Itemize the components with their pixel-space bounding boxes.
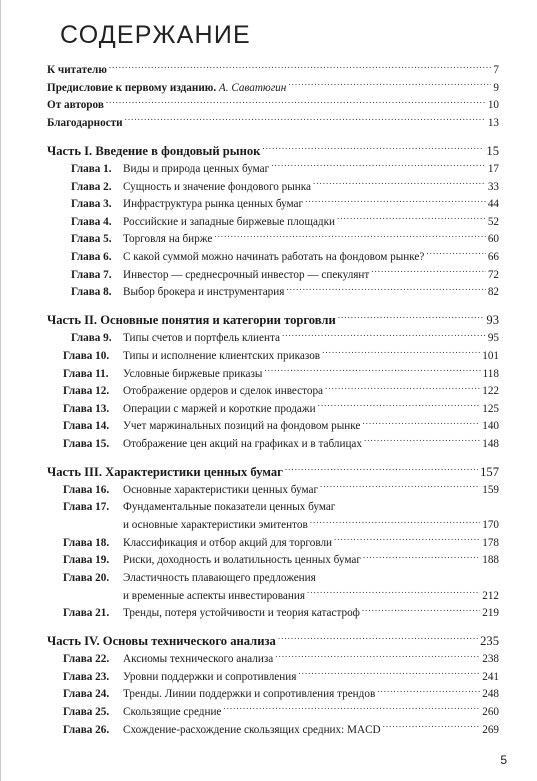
page-ref: 7	[493, 64, 499, 77]
chapter-label: Глава 21.	[63, 607, 110, 620]
page-ref: 13	[487, 116, 499, 129]
front-entry-text: Предисловие к первому изданию.	[47, 81, 217, 94]
chapter-entry[interactable]	[47, 330, 499, 348]
dot-leader	[310, 517, 480, 528]
chapter-label: Глава 23.	[63, 670, 110, 683]
page-ref: 33	[487, 180, 499, 193]
chapter-label: Глава 25.	[63, 706, 110, 718]
chapter-title: Выбор брокера и инструментария	[123, 286, 285, 299]
front-entry-text: Благодарности	[47, 116, 123, 129]
chapter-title: Инвестор — среднесрочный инвестор — спекулянт	[123, 268, 370, 281]
part-title: Часть IV. Основы технического анализа	[47, 634, 276, 649]
chapter-entry-continued[interactable]	[47, 587, 499, 605]
chapter-title: Эластичность плавающего предложения	[123, 571, 316, 584]
dot-leader	[320, 482, 480, 493]
dot-leader	[383, 721, 481, 732]
chapter-label: Глава 15.	[63, 437, 110, 450]
page-ref: 118	[482, 367, 499, 380]
dot-leader	[362, 605, 480, 616]
front-entry-title	[47, 97, 104, 115]
front-matter-entry[interactable]	[47, 62, 499, 80]
part-heading[interactable]	[47, 310, 499, 330]
dot-leader	[264, 365, 480, 376]
page-ref: 178	[482, 536, 499, 549]
dot-leader	[325, 383, 480, 394]
chapter-label: Глава 16.	[63, 483, 110, 496]
front-entry-title	[47, 115, 123, 133]
front-matter-entry[interactable]	[47, 97, 499, 115]
chapter-label: Глава 3.	[71, 198, 112, 211]
page-ref: 95	[487, 332, 499, 345]
front-entry-title	[47, 62, 107, 80]
chapter-label: Глава 19.	[63, 554, 110, 567]
dot-leader	[262, 142, 484, 155]
page-ref: 44	[487, 198, 499, 211]
dot-leader	[426, 249, 486, 260]
front-entry-title	[47, 80, 286, 98]
chapter-label: Глава 9.	[71, 332, 112, 345]
chapter-title: Риски, доходность и волатильность ценных бумаг	[123, 554, 361, 567]
chapter-entry[interactable]	[47, 552, 499, 570]
dot-leader	[288, 80, 491, 91]
front-entry-text: От авторов	[47, 99, 104, 112]
page-number: 5	[500, 753, 507, 767]
chapter-entry[interactable]	[47, 401, 499, 419]
chapter-entry[interactable]	[47, 214, 499, 232]
chapter-title: Аксиомы технического анализа	[123, 653, 274, 666]
page-ref: 140	[482, 420, 499, 433]
chapter-title-continued: и основные характеристики эмитентов	[123, 519, 308, 532]
chapter-title: Инфраструктура рынка ценных бумаг	[123, 198, 304, 211]
chapter-entry[interactable]	[47, 499, 499, 517]
dot-leader	[109, 62, 492, 73]
chapter-title: Скользящие средние	[123, 706, 222, 718]
dot-leader	[337, 214, 486, 225]
dot-leader	[362, 418, 480, 429]
chapter-title: Условные биржевые приказы	[123, 367, 263, 380]
dot-leader	[334, 535, 480, 546]
chapter-title: Отображение ордеров и сделок инвестора	[123, 385, 324, 398]
dot-leader	[363, 552, 480, 563]
page-ref: 260	[482, 706, 499, 718]
chapter-title: С какой суммой можно начинать работать на фондовом рынке?	[123, 251, 425, 264]
chapter-entry[interactable]	[47, 721, 499, 739]
chapter-label: Глава 20.	[63, 571, 110, 584]
chapter-entry[interactable]	[47, 535, 499, 553]
page-ref: 122	[482, 385, 499, 398]
part-title: Часть II. Основные понятия и категории торговли	[47, 313, 336, 328]
chapter-entry[interactable]	[47, 570, 499, 588]
chapter-label: Глава 5.	[71, 233, 112, 246]
part-heading[interactable]	[47, 631, 499, 651]
page-ref: 93	[486, 313, 499, 328]
page-ref: 82	[487, 286, 499, 299]
dot-leader	[318, 401, 481, 412]
chapter-entry[interactable]	[47, 704, 499, 722]
front-matter-entry[interactable]	[47, 115, 499, 133]
page-ref: 15	[486, 143, 499, 158]
chapter-entry[interactable]	[47, 436, 499, 454]
chapter-label: Глава 1.	[71, 163, 112, 176]
dot-leader	[371, 266, 486, 277]
page-edge-line	[0, 0, 1, 781]
table-of-contents	[47, 62, 499, 739]
chapter-title: Торговля на бирже	[123, 233, 213, 246]
chapter-label: Глава 4.	[71, 215, 112, 228]
chapter-label: Глава 10.	[63, 349, 110, 362]
page-title: СОДЕРЖАНИЕ	[60, 20, 251, 49]
page-ref: 238	[482, 653, 499, 666]
dot-leader	[377, 686, 480, 697]
chapter-entry[interactable]	[47, 196, 499, 214]
chapter-title: Операции с маржей и короткие продажи	[123, 402, 316, 415]
chapter-entry[interactable]	[47, 266, 499, 284]
dot-leader	[282, 330, 486, 341]
page-ref: 219	[482, 607, 499, 620]
dot-leader	[125, 115, 486, 126]
chapter-entry[interactable]	[47, 669, 499, 687]
chapter-label: Глава 8.	[71, 286, 112, 299]
page-ref: 101	[482, 349, 499, 362]
chapter-label: Глава 22.	[63, 653, 110, 666]
dot-leader	[286, 284, 485, 295]
chapter-title: Типы и исполнение клиентских приказов	[123, 349, 321, 362]
chapter-entry[interactable]	[47, 651, 499, 669]
chapter-entry[interactable]	[47, 482, 499, 500]
page-ref: 170	[482, 519, 499, 532]
chapter-label: Глава 17.	[63, 501, 110, 514]
part-title: Часть III. Характеристики ценных бумаг	[47, 464, 283, 479]
page-ref: 188	[482, 554, 499, 567]
chapter-title: Тренды, потеря устойчивости и теория катастроф	[123, 607, 360, 620]
chapter-title-continued: и временные аспекты инвестирования	[123, 589, 305, 602]
chapter-entry[interactable]	[47, 161, 499, 179]
page-ref: 269	[482, 723, 499, 736]
chapter-entry-continued[interactable]	[47, 517, 499, 535]
dot-leader	[285, 463, 478, 476]
dot-leader	[364, 436, 480, 447]
dot-leader	[305, 196, 486, 207]
dot-leader	[275, 651, 480, 662]
chapter-label: Глава 7.	[71, 268, 112, 281]
chapter-title: Фундаментальные показатели ценных бумаг	[123, 501, 336, 514]
chapter-entry[interactable]	[47, 231, 499, 249]
page-ref: 212	[482, 589, 499, 602]
dot-leader	[223, 704, 480, 715]
page-ref: 72	[487, 268, 499, 281]
page-ref: 66	[487, 251, 499, 264]
dot-leader	[271, 161, 486, 172]
dot-leader	[106, 97, 486, 108]
chapter-label: Глава 11.	[63, 367, 109, 380]
dot-leader	[338, 312, 485, 325]
chapter-title: Отображение цен акций на графиках и в таблицах	[123, 437, 362, 450]
page-ref: 148	[482, 437, 499, 450]
chapter-label: Глава 24.	[63, 688, 110, 701]
chapter-title: Схождение-расхождение скользящих средних: MACD	[123, 723, 381, 736]
dot-leader	[214, 231, 485, 242]
page-ref: 52	[487, 215, 499, 228]
front-entry-text: К читателю	[47, 64, 107, 77]
page-ref: 157	[480, 464, 499, 479]
chapter-title: Уровни поддержки и сопротивления	[123, 670, 297, 683]
chapter-entry[interactable]	[47, 383, 499, 401]
chapter-label: Глава 12.	[63, 385, 110, 398]
chapter-entry[interactable]	[47, 605, 499, 623]
chapter-title: Классификация и отбор акций для торговли	[123, 536, 333, 549]
chapter-entry[interactable]	[47, 178, 499, 196]
chapter-title: Основные характеристики ценных бумаг	[123, 483, 319, 496]
chapter-title: Типы счетов и портфель клиента	[123, 332, 280, 345]
chapter-label: Глава 2.	[71, 180, 112, 193]
page-ref: 9	[493, 81, 499, 94]
chapter-title: Учет маржинальных позиций на фондовом рынке	[123, 420, 361, 433]
page-ref: 125	[482, 402, 499, 415]
chapter-title: Сущность и значение фондового рынка	[123, 180, 311, 193]
dot-leader	[322, 348, 480, 359]
chapter-entry[interactable]	[47, 686, 499, 704]
front-matter-entry[interactable]	[47, 80, 499, 98]
chapter-label: Глава 18.	[63, 536, 110, 549]
chapter-entry[interactable]	[47, 418, 499, 436]
page-ref: 235	[480, 634, 499, 649]
chapter-label: Глава 13.	[63, 402, 110, 415]
chapter-entry[interactable]	[47, 348, 499, 366]
dot-leader	[298, 669, 480, 680]
author-name: А. Саватюгин	[218, 81, 287, 94]
chapter-entry[interactable]	[47, 249, 499, 267]
page-ref: 159	[482, 483, 499, 496]
part-heading[interactable]	[47, 462, 499, 482]
chapter-entry[interactable]	[47, 365, 499, 383]
chapter-label: Глава 14.	[63, 420, 110, 433]
dot-leader	[278, 632, 478, 645]
chapter-title: Российские и западные биржевые площадки	[123, 215, 336, 228]
part-title: Часть I. Введение в фондовый рынок	[47, 143, 261, 158]
dot-leader	[307, 587, 480, 598]
page-ref: 248	[482, 688, 499, 701]
page-ref: 241	[482, 670, 499, 683]
page-ref: 17	[487, 163, 499, 176]
page-ref: 10	[487, 99, 499, 112]
chapter-label: Глава 6.	[71, 251, 112, 264]
dot-leader	[313, 178, 486, 189]
chapter-label: Глава 26.	[63, 723, 110, 736]
chapter-title: Виды и природа ценных бумаг	[123, 163, 270, 176]
chapter-title: Тренды. Линии поддержки и сопротивления трендов	[123, 688, 376, 701]
page-ref: 60	[487, 233, 499, 246]
part-heading[interactable]	[47, 141, 499, 161]
chapter-entry[interactable]	[47, 284, 499, 302]
